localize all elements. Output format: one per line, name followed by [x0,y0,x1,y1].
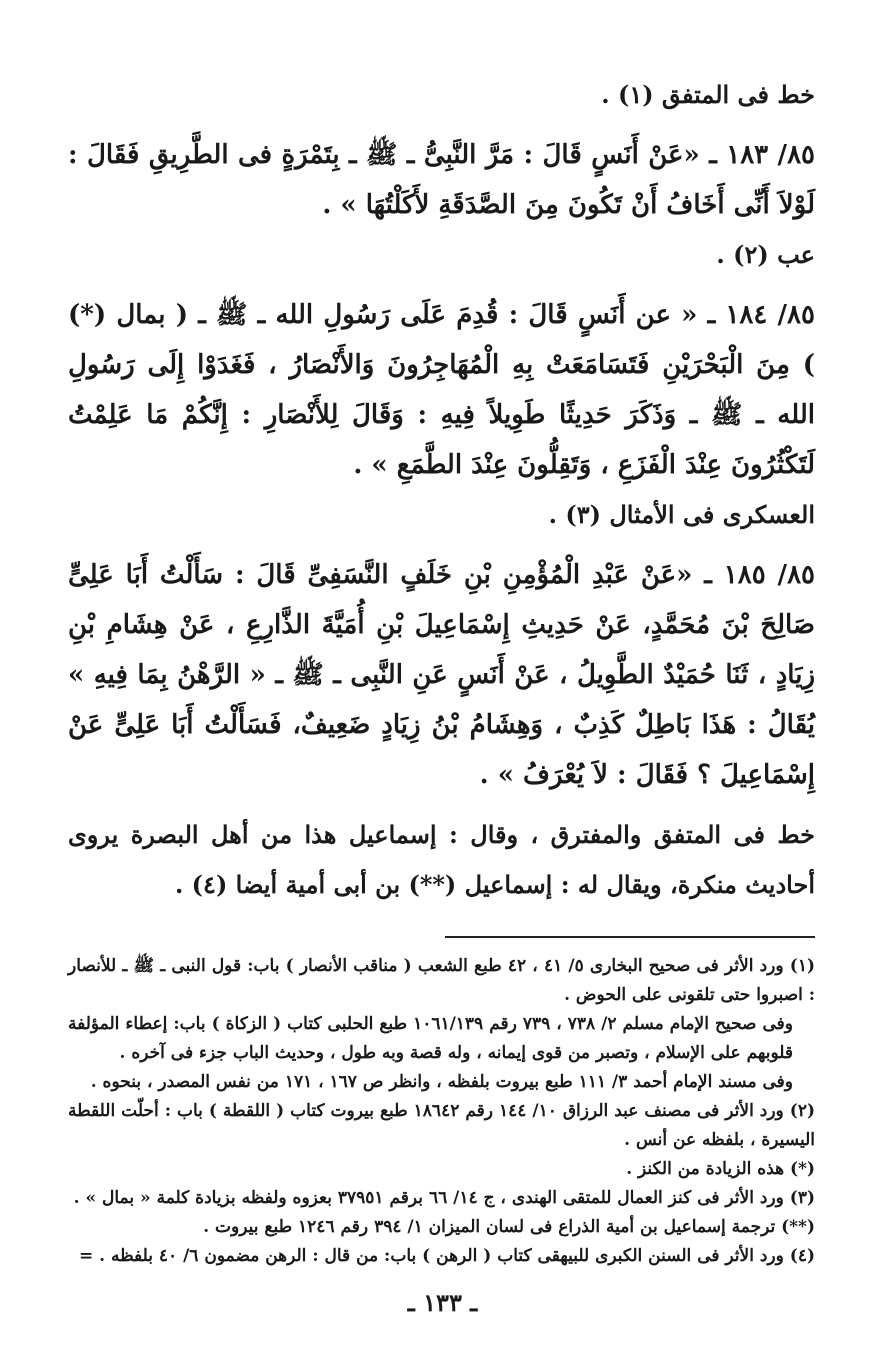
source-line-2: عب (٢) . [716,240,815,269]
footnote-double-star: (**) ترجمة إسماعيل بن أمية الذراع فى لسان الميزان ١/ ٣٩٤ رقم ١٢٤٦ طبع بيروت . [203,1217,815,1237]
footnote-divider [445,936,815,938]
footnote-1-muslim: وفى صحيح الإمام مسلم ٢/ ٧٣٨ ، ٧٣٩ رقم ١٠٦١/١٣٩ طبع الحلبى كتاب ( الزكاة ) باب: إعطاء المؤلفة قلوبهم على الإسلام ، وتصبر من قوى إيمانه ، وله قصة وبه طول ، وحديث الباب جزء فى آخره . [68,1014,793,1063]
hadith-184: ٨٥/ ١٨٤ ـ « عن أَنَسٍ قَالَ : قُدِمَ عَلَى رَسُولِ الله ـ ﷺ ـ ( بمال (*) ) مِنَ الْبَحْرَيْنِ فَتَسَامَعَتْ بِهِ الْمُهَاجِرُونَ وَالأَنْصَارُ ، فَغَدَوْا إِلَى رَسُولِ الله ـ ﷺ ـ وَذَكَرَ حَدِيثًا طَوِيلاً فِيهِ : وَقَالَ لِلأَنْصَارِ : إِنَّكُمْ مَا عَلِمْتُ لَتَكْثُرُونَ عِنْدَ الْفَزَعِ ، وَتَقِلُّونَ عِنْدَ الطَّمَعِ » . [68,300,815,480]
footnote-2: (٢) ورد الأثر فى مصنف عبد الرزاق ١٠/ ١٤٤ رقم ١٨٦٤٢ طبع بيروت كتاب ( اللقطة ) باب : أحلّت اللقطة اليسيرة ، بلفظه عن أنس . [68,1101,815,1150]
page-number: ـ ١٣٣ ـ [407,1288,478,1317]
footnote-1: (١) ورد الأثر فى صحيح البخارى ٥/ ٤١ ، ٤٢ طبع الشعب ( مناقب الأنصار ) باب: قول النبى ـ ﷺ ـ للأنصار : اصبروا حتى تلقونى على الحوض . [68,956,815,1005]
footnote-1-ahmad: وفى مسند الإمام أحمد ٣/ ١١١ طبع بيروت بلفظه ، وانظر ص ١٦٧ ، ١٧١ من نفس المصدر ، بنحوه . [90,1072,793,1092]
footnotes [68,952,815,1271]
hadith-183: ٨٥/ ١٨٣ ـ «عَنْ أَنَسٍ قَالَ : مَرَّ النَّبِىُّ ـ ﷺ ـ بِتَمْرَةٍ فى الطَّرِيقِ فَقَالَ : لَوْلاَ أَنِّى أَخَافُ أَنْ تَكُونَ مِنَ الصَّدَقَةِ لأَكَلْتُهَا » . [68,140,815,220]
footnote-star: (*) هذه الزيادة من الكنز . [626,1159,815,1179]
source-line-1: خط فى المتفق (١) . [601,80,815,109]
source-line-4: خط فى المتفق والمفترق ، وقال : إسماعيل هذا من أهل البصرة يروى أحاديث منكرة، ويقال له : إسماعيل (**) بن أبى أمية أيضا (٤) . [68,820,815,899]
footnote-4: (٤) ورد الأثر فى السنن الكبرى للبيهقى كتاب ( الرهن ) باب: من قال : الرهن مضمون ٦/ ٤٠ بلفظه . = [78,1246,815,1266]
hadith-185: ٨٥/ ١٨٥ ـ «عَنْ عَبْدِ الْمُؤْمِنِ بْنِ خَلَفٍ النَّسَفِىِّ قَالَ : سَأَلْتُ أَبَا عَلِىٍّ صَالِحَ بْنَ مُحَمَّدٍ، عَنْ حَدِيثِ إِسْمَاعِيلَ بْنِ أُمَيَّةَ الذَّارِعِ ، عَنْ هِشَامِ بْنِ زِيَادٍ ، ثَنَا حُمَيْدٌ الطَّوِيلُ ، عَنْ أَنَسٍ عَنِ النَّبِى ـ ﷺ ـ « الرَّهْنُ بِمَا فِيهِ » يُقَالُ : هَذَا بَاطِلٌ كَذِبٌ ، وَهِشَامُ بْنُ زِيَادٍ ضَعِيفٌ، فَسَأَلْتُ أَبَا عَلِىٍّ عَنْ إِسْمَاعِيلَ ؟ فَقَالَ : لاَ يُعْرَفُ » . [68,560,815,790]
main-text [68,70,815,910]
footnote-3: (٣) ورد الأثر فى كنز العمال للمتقى الهندى ، ج ١٤/ ٦٦ برقم ٣٧٩٥١ بعزوه ولفظه بزيادة كلمة « بمال » . [73,1188,815,1208]
source-line-3: العسكرى فى الأمثال (٣) . [548,500,815,529]
